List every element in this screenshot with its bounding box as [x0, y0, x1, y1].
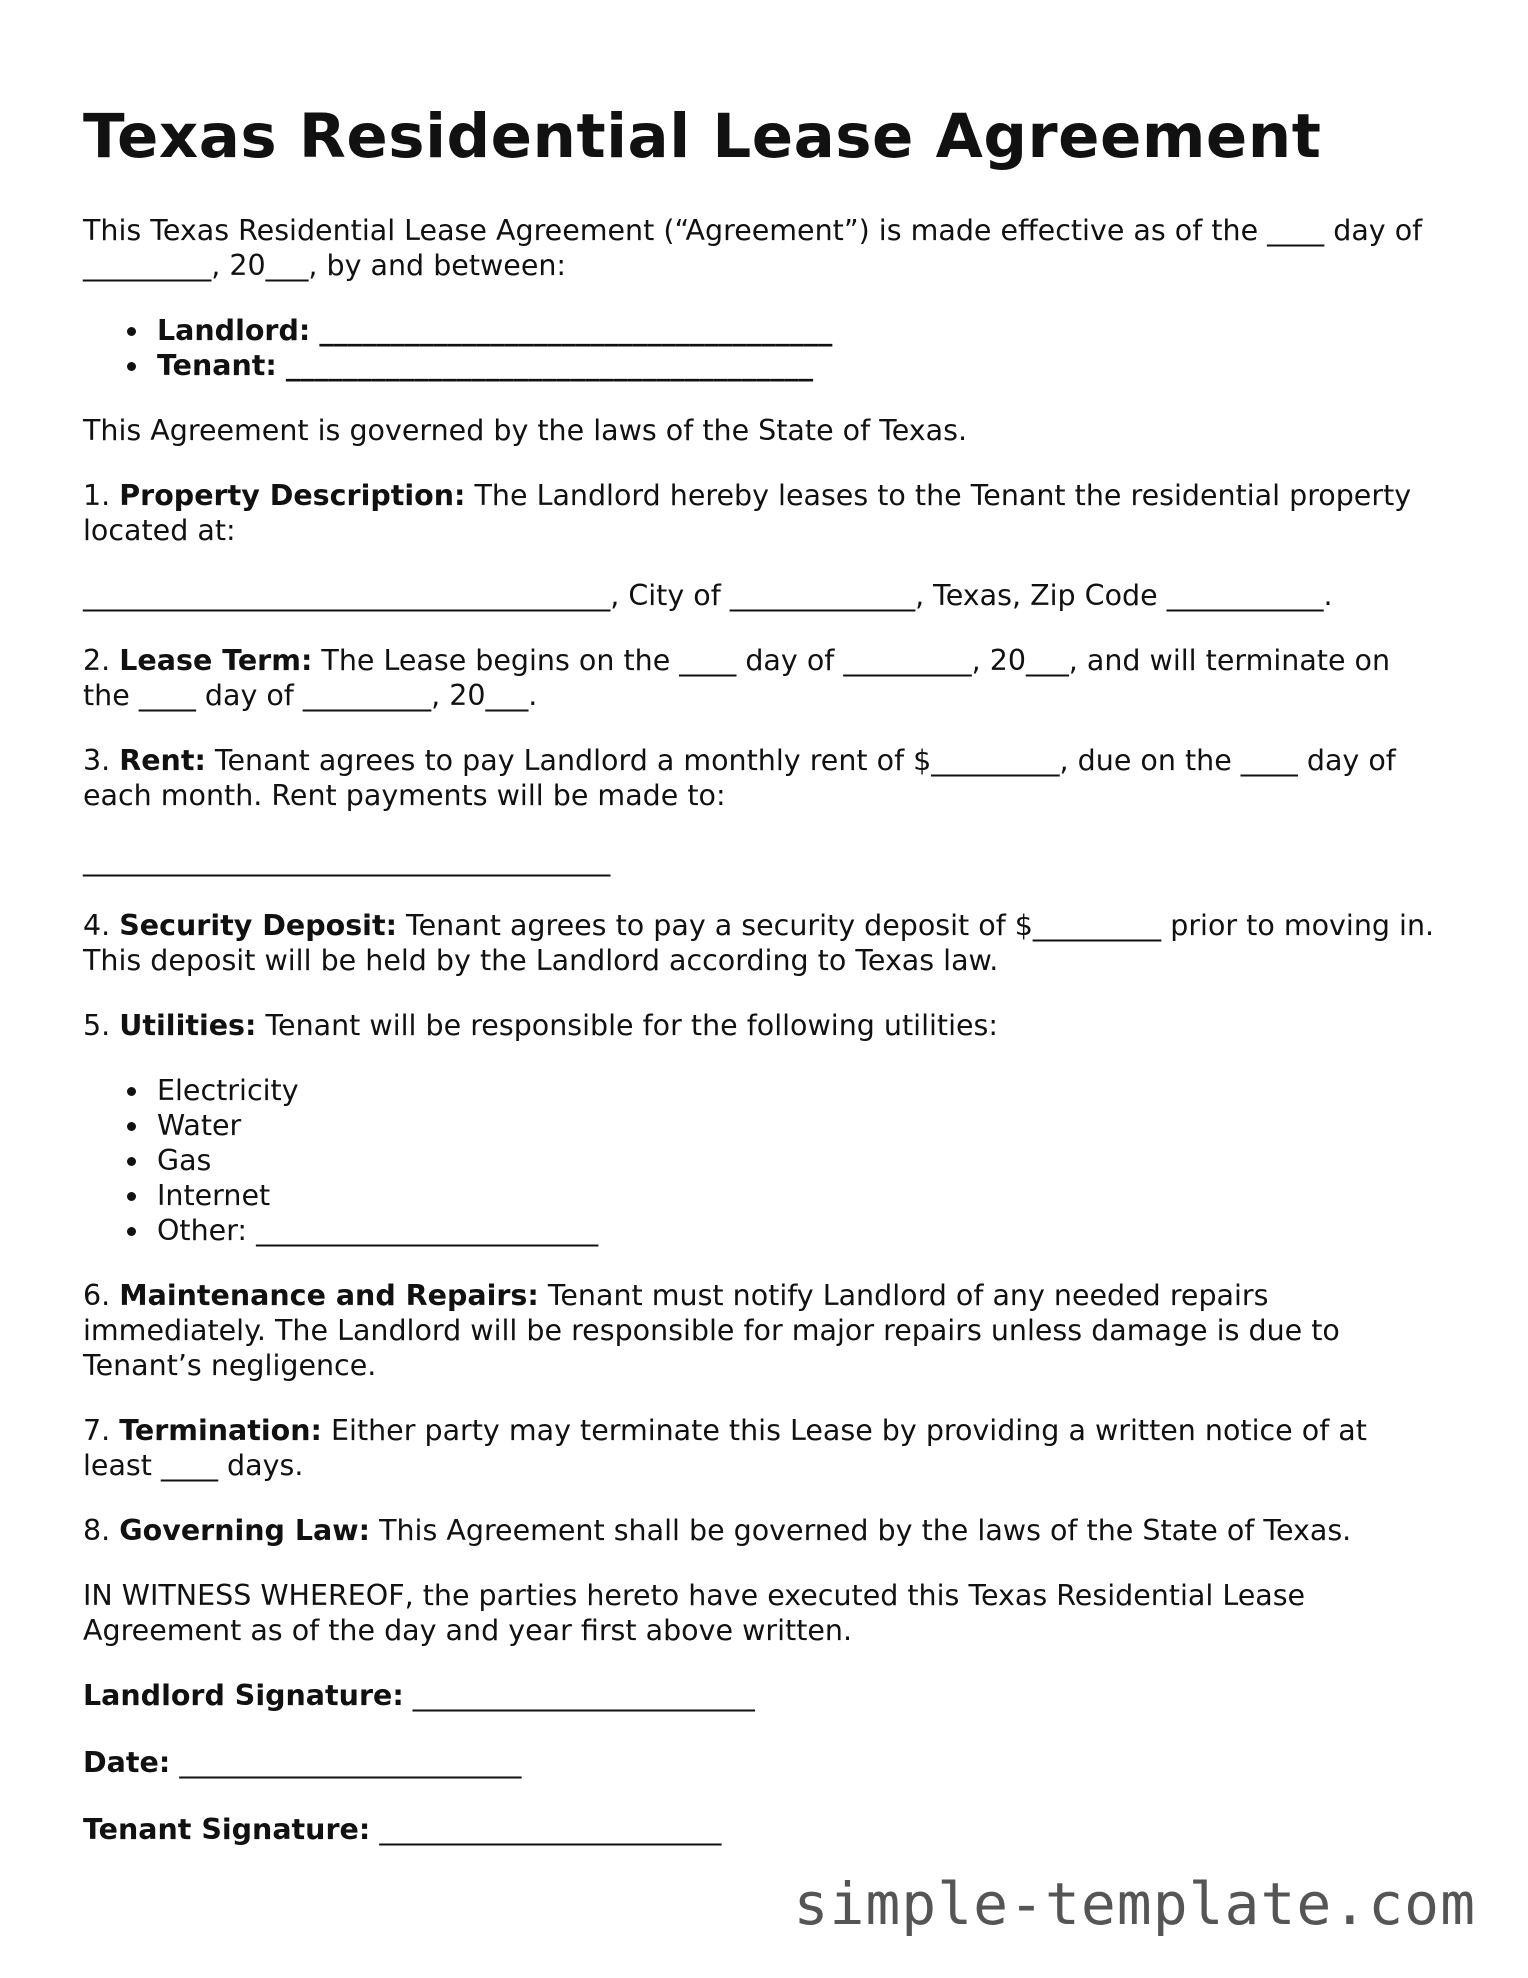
- utility-item: Other: ________________________: [157, 1213, 1443, 1248]
- tenant-signature-line: [83, 1812, 1443, 1847]
- section-maintenance-heading: Maintenance and Repairs:: [119, 1279, 539, 1313]
- section-law-num: 8.: [83, 1514, 111, 1548]
- governed-statement: This Agreement is governed by the laws of the State of Texas.: [83, 414, 968, 448]
- section-utilities-text: Tenant will be responsible for the following utilities:: [265, 1009, 998, 1043]
- section-deposit-text: Tenant agrees to pay a security deposit of $_________ prior to moving in. This deposit will be held by the Landlord according to Texas law.: [83, 909, 1435, 978]
- watermark: simple-template.com: [793, 1870, 1476, 1938]
- date-blank: ________________________: [179, 1746, 522, 1780]
- section-rent-heading: Rent:: [119, 744, 206, 778]
- section-maintenance-text: Tenant must notify Landlord of any needed repairs immediately. The Landlord will be responsible for major repairs unless damage is due to Tenant’s negligence.: [83, 1279, 1340, 1383]
- utility-item: Water: [157, 1108, 1443, 1143]
- utility-item: Gas: [157, 1143, 1443, 1178]
- party-landlord-label: Landlord:: [157, 314, 311, 348]
- section-deposit: [83, 908, 1443, 978]
- rent-payee-line: _____________________________________: [83, 844, 611, 878]
- party-landlord: [157, 313, 1443, 348]
- party-landlord-blank: ____________________________________: [319, 314, 833, 348]
- tenant-signature-label: Tenant Signature:: [83, 1813, 371, 1847]
- section-maintenance-num: 6.: [83, 1279, 111, 1313]
- document-title: Texas Residential Lease Agreement: [83, 101, 1322, 172]
- section-utilities: [83, 1008, 1443, 1043]
- section-termination-heading: Termination:: [119, 1414, 322, 1448]
- landlord-signature-line: [83, 1678, 1443, 1713]
- party-tenant-blank: _____________________________________: [285, 349, 814, 383]
- tenant-signature-blank: ________________________: [379, 1813, 722, 1847]
- section-law-text: This Agreement shall be governed by the laws of the State of Texas.: [379, 1514, 1352, 1548]
- section-law: [83, 1513, 1443, 1548]
- section-property: [83, 478, 1443, 548]
- party-tenant: [157, 348, 1443, 383]
- witness-paragraph: IN WITNESS WHEREOF, the parties hereto have executed this Texas Residential Lease Agreement as of the day and year first above written.: [83, 1579, 1306, 1648]
- date-label: Date:: [83, 1746, 171, 1780]
- section-term-num: 2.: [83, 644, 111, 678]
- landlord-signature-blank: ________________________: [412, 1679, 755, 1713]
- section-termination-num: 7.: [83, 1414, 111, 1448]
- date-line: [83, 1745, 1443, 1780]
- section-deposit-heading: Security Deposit:: [119, 909, 397, 943]
- section-maintenance: [83, 1278, 1443, 1383]
- party-tenant-label: Tenant:: [157, 349, 277, 383]
- section-rent-text: Tenant agrees to pay Landlord a monthly rent of $_________, due on the ____ day of each month. Rent payments will be made to:: [83, 744, 1396, 813]
- section-deposit-num: 4.: [83, 909, 111, 943]
- section-term-text: The Lease begins on the ____ day of _________, 20___, and will terminate on the ____ day of _________, 20___.: [83, 644, 1391, 713]
- parties-list: [83, 313, 1443, 383]
- section-term-heading: Lease Term:: [119, 644, 313, 678]
- landlord-signature-label: Landlord Signature:: [83, 1679, 404, 1713]
- section-property-heading: Property Description:: [119, 479, 466, 513]
- section-rent: [83, 743, 1443, 813]
- utilities-list: [83, 1073, 1443, 1248]
- document-page: [83, 100, 1443, 1879]
- section-utilities-num: 5.: [83, 1009, 111, 1043]
- section-utilities-heading: Utilities:: [119, 1009, 257, 1043]
- section-law-heading: Governing Law:: [119, 1514, 370, 1548]
- section-rent-num: 3.: [83, 744, 111, 778]
- section-property-text: The Landlord hereby leases to the Tenant the residential property located at:: [83, 479, 1412, 548]
- section-termination-text: Either party may terminate this Lease by providing a written notice of at least ____ days.: [83, 1414, 1367, 1483]
- section-term: [83, 643, 1443, 713]
- utility-item: Internet: [157, 1178, 1443, 1213]
- property-address-line: _____________________________________, City of _____________, Texas, Zip Code ___________.: [83, 579, 1333, 613]
- section-termination: [83, 1413, 1443, 1483]
- section-property-num: 1.: [83, 479, 111, 513]
- intro-paragraph: This Texas Residential Lease Agreement (“Agreement”) is made effective as of the ____ day of _________, 20___, by and between:: [83, 214, 1423, 283]
- utility-item: Electricity: [157, 1073, 1443, 1108]
